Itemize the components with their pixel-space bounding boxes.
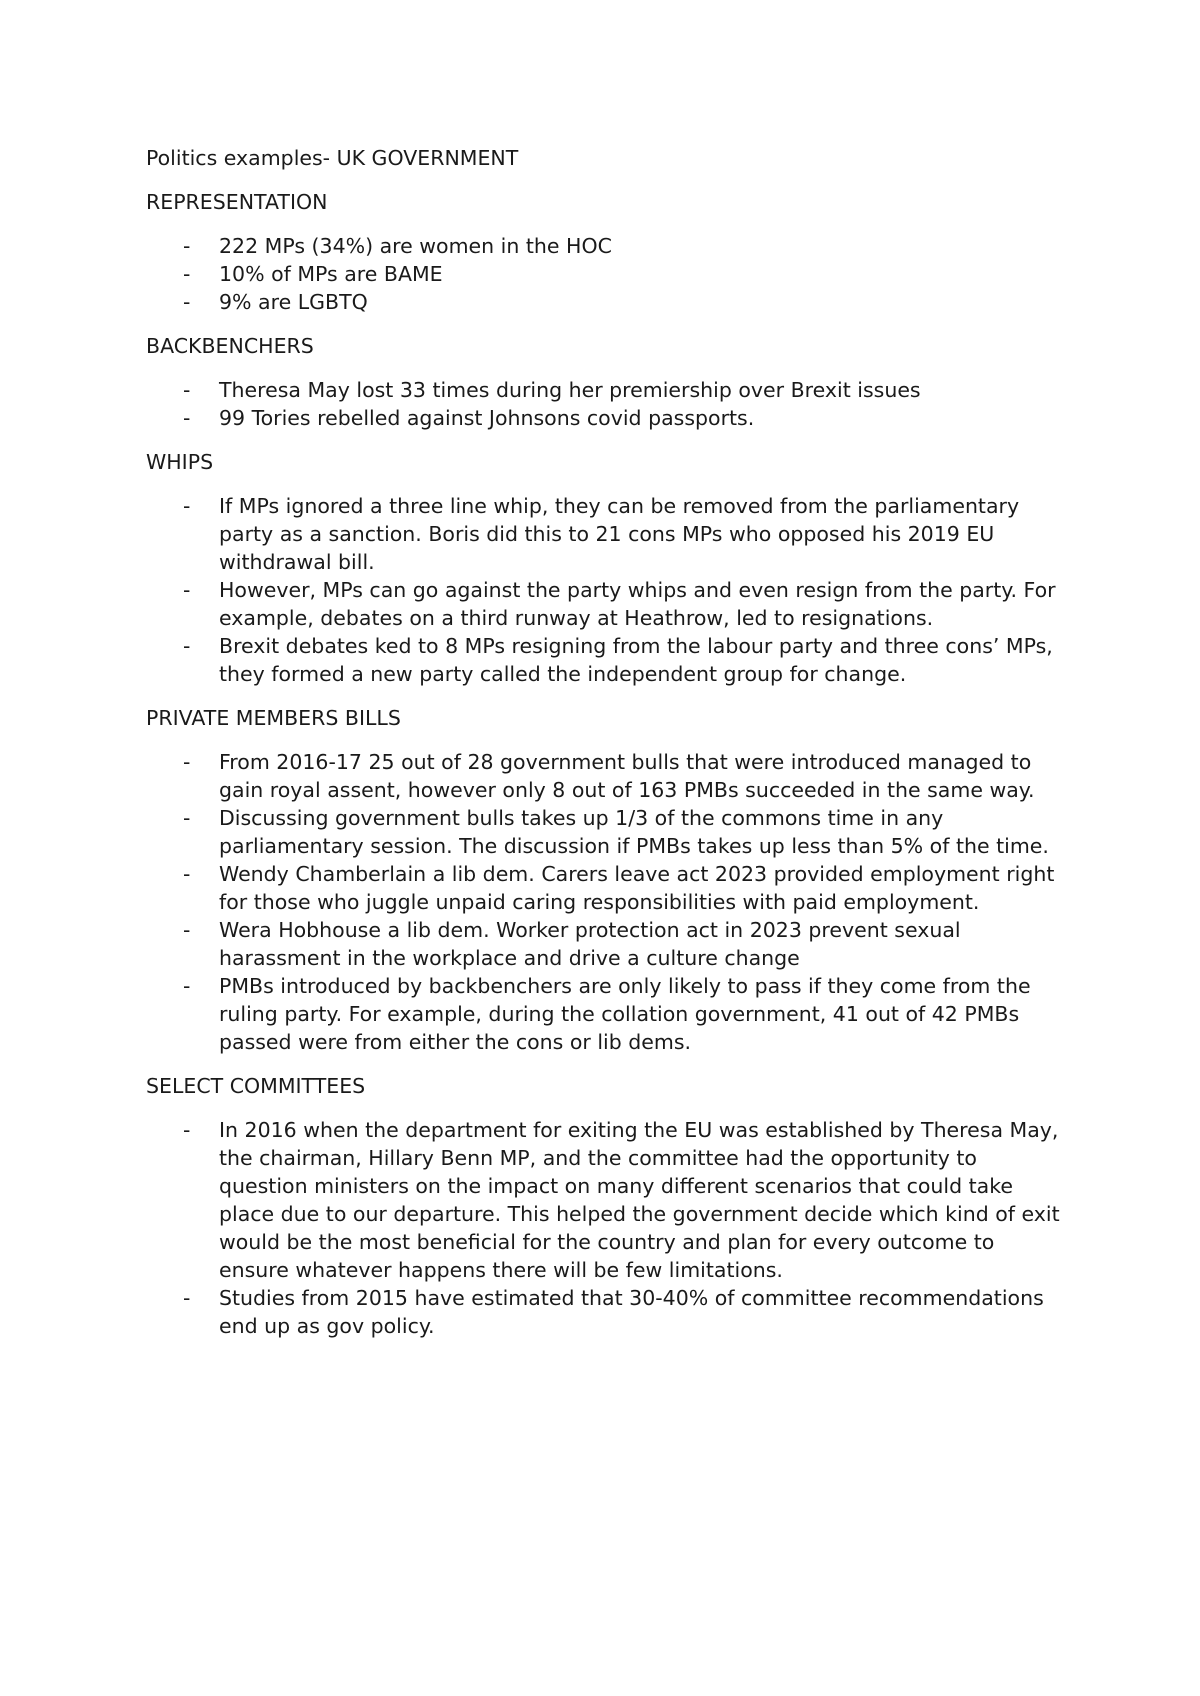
bullet-marker: - (183, 918, 191, 942)
list-item-text: 99 Tories rebelled against Johnsons covid passports. (219, 406, 755, 430)
list-item (146, 1284, 1066, 1340)
bullet-list (146, 748, 1066, 1056)
list-item-text: In 2016 when the department for exiting the EU was established by Theresa May, the chairman, Hillary Benn MP, and the committee had the opportunity to question ministers on the impact on many different scenarios that could take place due to our departure. This helped the government decide which kind of exit would be the most beneficial for the country and plan for every outcome to ensure whatever happens there will be few limitations. (219, 1118, 1060, 1282)
bullet-list (146, 376, 1066, 432)
section-select-committees (146, 1072, 1066, 1340)
bullet-marker: - (183, 234, 191, 258)
list-item (146, 916, 1066, 972)
list-item (146, 576, 1066, 632)
list-item-text: 9% are LGBTQ (219, 290, 368, 314)
bullet-marker: - (183, 750, 191, 774)
section-representation (146, 188, 1066, 316)
list-item-text: Brexit debates ked to 8 MPs resigning from the labour party and three cons’ MPs, they formed a new party called the independent group for change. (219, 634, 1053, 686)
bullet-list (146, 1116, 1066, 1340)
section-heading: WHIPS (146, 450, 214, 474)
list-item-text: Discussing government bulls takes up 1/3 of the commons time in any parliamentary session. The discussion if PMBs takes up less than 5% of the time. (219, 806, 1049, 858)
list-item (146, 404, 1066, 432)
list-item-text: 222 MPs (34%) are women in the HOC (219, 234, 612, 258)
list-item (146, 804, 1066, 860)
list-item-text: Wendy Chamberlain a lib dem. Carers leave act 2023 provided employment right for those who juggle unpaid caring responsibilities with paid employment. (219, 862, 1055, 914)
list-item-text: Wera Hobhouse a lib dem. Worker protection act in 2023 prevent sexual harassment in the workplace and drive a culture change (219, 918, 961, 970)
bullet-marker: - (183, 974, 191, 998)
list-item (146, 492, 1066, 576)
list-item (146, 1116, 1066, 1284)
list-item (146, 860, 1066, 916)
bullet-marker: - (183, 494, 191, 518)
bullet-marker: - (183, 1118, 191, 1142)
list-item-text: From 2016-17 25 out of 28 government bulls that were introduced managed to gain royal assent, however only 8 out of 163 PMBs succeeded in the same way. (219, 750, 1035, 802)
list-item (146, 288, 1066, 316)
section-private-members-bills (146, 704, 1066, 1056)
bullet-marker: - (183, 862, 191, 886)
bullet-marker: - (183, 1286, 191, 1310)
list-item-text: However, MPs can go against the party whips and even resign from the party. For example, debates on a third runway at Heathrow, led to resignations. (219, 578, 1056, 630)
bullet-marker: - (183, 378, 191, 402)
document-title: Politics examples- UK GOVERNMENT (146, 146, 519, 170)
list-item-text: If MPs ignored a three line whip, they can be removed from the parliamentary party as a sanction. Boris did this to 21 cons MPs who opposed his 2019 EU withdrawal bill. (219, 494, 1020, 574)
list-item-text: 10% of MPs are BAME (219, 262, 443, 286)
bullet-marker: - (183, 290, 191, 314)
list-item (146, 632, 1066, 688)
list-item-text: Studies from 2015 have estimated that 30-40% of committee recommendations end up as gov policy. (219, 1286, 1044, 1338)
list-item (146, 260, 1066, 288)
list-item (146, 748, 1066, 804)
list-item (146, 972, 1066, 1056)
list-item-text: Theresa May lost 33 times during her premiership over Brexit issues (219, 378, 921, 402)
bullet-list (146, 492, 1066, 688)
section-heading: REPRESENTATION (146, 190, 328, 214)
list-item (146, 232, 1066, 260)
section-heading: SELECT COMMITTEES (146, 1074, 366, 1098)
bullet-list (146, 232, 1066, 316)
section-backbenchers (146, 332, 1066, 432)
section-heading: BACKBENCHERS (146, 334, 314, 358)
bullet-marker: - (183, 262, 191, 286)
bullet-marker: - (183, 806, 191, 830)
list-item-text: PMBs introduced by backbenchers are only likely to pass if they come from the ruling party. For example, during the collation government, 41 out of 42 PMBs passed were from either the cons or lib dems. (219, 974, 1031, 1054)
document-page (146, 144, 1066, 1356)
bullet-marker: - (183, 578, 191, 602)
bullet-marker: - (183, 406, 191, 430)
list-item (146, 376, 1066, 404)
bullet-marker: - (183, 634, 191, 658)
section-whips (146, 448, 1066, 688)
section-heading: PRIVATE MEMBERS BILLS (146, 706, 401, 730)
